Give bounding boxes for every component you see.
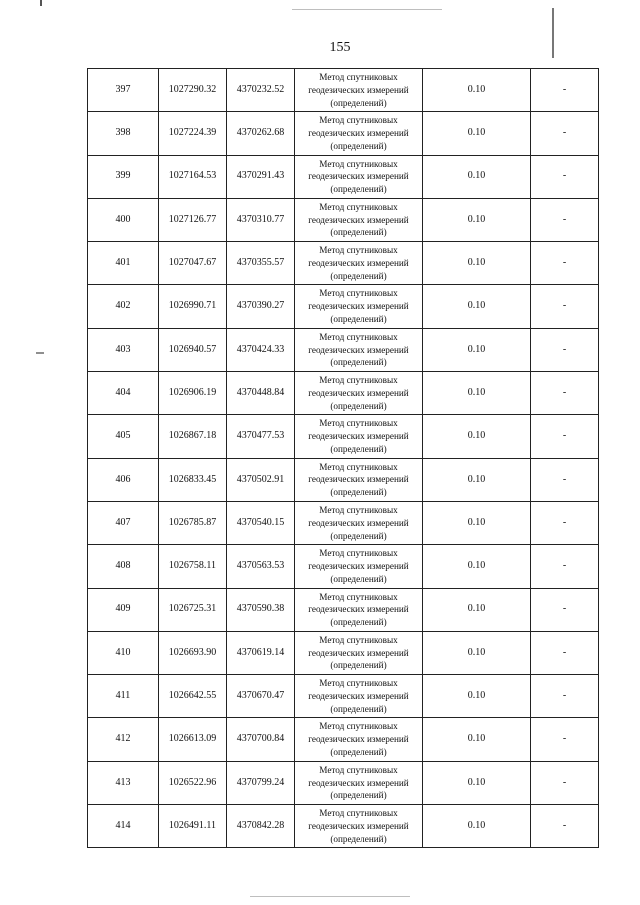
y-coordinate-cell: 4370310.77: [227, 198, 295, 241]
y-coordinate-cell: 4370448.84: [227, 372, 295, 415]
x-coordinate-cell: 1026613.09: [159, 718, 227, 761]
table-row: [88, 285, 599, 328]
x-coordinate-cell: 1026758.11: [159, 545, 227, 588]
accuracy-cell: 0.10: [423, 588, 531, 631]
point-number-cell: 401: [88, 242, 159, 285]
method-cell: Метод спутниковых геодезических измерений (определений): [295, 805, 423, 848]
y-coordinate-cell: 4370619.14: [227, 631, 295, 674]
point-number-cell: 402: [88, 285, 159, 328]
x-coordinate-cell: 1026785.87: [159, 501, 227, 544]
point-number-cell: 411: [88, 675, 159, 718]
x-coordinate-cell: 1026522.96: [159, 761, 227, 804]
note-cell: -: [531, 458, 599, 501]
point-number-cell: 405: [88, 415, 159, 458]
scan-edge-line-left: [40, 0, 42, 6]
point-number-cell: 414: [88, 805, 159, 848]
point-number-cell: 413: [88, 761, 159, 804]
note-cell: -: [531, 155, 599, 198]
table-row: [88, 501, 599, 544]
accuracy-cell: 0.10: [423, 545, 531, 588]
y-coordinate-cell: 4370563.53: [227, 545, 295, 588]
method-cell: Метод спутниковых геодезических измерений (определений): [295, 328, 423, 371]
note-cell: -: [531, 328, 599, 371]
scan-noise-top: [292, 9, 442, 10]
table-row: [88, 588, 599, 631]
accuracy-cell: 0.10: [423, 805, 531, 848]
note-cell: -: [531, 69, 599, 112]
accuracy-cell: 0.10: [423, 415, 531, 458]
note-cell: -: [531, 718, 599, 761]
accuracy-cell: 0.10: [423, 718, 531, 761]
y-coordinate-cell: 4370502.91: [227, 458, 295, 501]
point-number-cell: 412: [88, 718, 159, 761]
table-row: [88, 155, 599, 198]
x-coordinate-cell: 1027290.32: [159, 69, 227, 112]
table-row: [88, 545, 599, 588]
note-cell: -: [531, 198, 599, 241]
note-cell: -: [531, 501, 599, 544]
table-row: [88, 761, 599, 804]
x-coordinate-cell: 1027047.67: [159, 242, 227, 285]
y-coordinate-cell: 4370540.15: [227, 501, 295, 544]
method-cell: Метод спутниковых геодезических измерений (определений): [295, 501, 423, 544]
accuracy-cell: 0.10: [423, 155, 531, 198]
y-coordinate-cell: 4370477.53: [227, 415, 295, 458]
note-cell: -: [531, 372, 599, 415]
note-cell: -: [531, 415, 599, 458]
note-cell: -: [531, 285, 599, 328]
y-coordinate-cell: 4370232.52: [227, 69, 295, 112]
table-row: [88, 242, 599, 285]
accuracy-cell: 0.10: [423, 69, 531, 112]
table-row: [88, 718, 599, 761]
note-cell: -: [531, 242, 599, 285]
method-cell: Метод спутниковых геодезических измерений (определений): [295, 69, 423, 112]
table-row: [88, 69, 599, 112]
y-coordinate-cell: 4370670.47: [227, 675, 295, 718]
y-coordinate-cell: 4370590.38: [227, 588, 295, 631]
note-cell: -: [531, 675, 599, 718]
y-coordinate-cell: 4370700.84: [227, 718, 295, 761]
point-number-cell: 398: [88, 112, 159, 155]
point-number-cell: 406: [88, 458, 159, 501]
note-cell: -: [531, 112, 599, 155]
note-cell: -: [531, 761, 599, 804]
point-number-cell: 410: [88, 631, 159, 674]
table-row: [88, 112, 599, 155]
accuracy-cell: 0.10: [423, 372, 531, 415]
point-number-cell: 397: [88, 69, 159, 112]
y-coordinate-cell: 4370424.33: [227, 328, 295, 371]
table-row: [88, 805, 599, 848]
table-row: [88, 328, 599, 371]
x-coordinate-cell: 1027224.39: [159, 112, 227, 155]
accuracy-cell: 0.10: [423, 501, 531, 544]
scan-noise-left: [36, 352, 44, 354]
accuracy-cell: 0.10: [423, 242, 531, 285]
x-coordinate-cell: 1026906.19: [159, 372, 227, 415]
x-coordinate-cell: 1027164.53: [159, 155, 227, 198]
method-cell: Метод спутниковых геодезических измерений (определений): [295, 675, 423, 718]
y-coordinate-cell: 4370262.68: [227, 112, 295, 155]
point-number-cell: 407: [88, 501, 159, 544]
note-cell: -: [531, 805, 599, 848]
x-coordinate-cell: 1026725.31: [159, 588, 227, 631]
page-number: 155: [329, 40, 351, 55]
x-coordinate-cell: 1026491.11: [159, 805, 227, 848]
method-cell: Метод спутниковых геодезических измерений (определений): [295, 588, 423, 631]
table-row: [88, 372, 599, 415]
scan-noise-bottom: [250, 896, 410, 897]
accuracy-cell: 0.10: [423, 458, 531, 501]
accuracy-cell: 0.10: [423, 112, 531, 155]
method-cell: Метод спутниковых геодезических измерений (определений): [295, 718, 423, 761]
table-row: [88, 458, 599, 501]
accuracy-cell: 0.10: [423, 675, 531, 718]
note-cell: -: [531, 545, 599, 588]
point-number-cell: 403: [88, 328, 159, 371]
accuracy-cell: 0.10: [423, 285, 531, 328]
accuracy-cell: 0.10: [423, 761, 531, 804]
point-number-cell: 399: [88, 155, 159, 198]
x-coordinate-cell: 1026693.90: [159, 631, 227, 674]
point-number-cell: 408: [88, 545, 159, 588]
x-coordinate-cell: 1026867.18: [159, 415, 227, 458]
method-cell: Метод спутниковых геодезических измерений (определений): [295, 155, 423, 198]
point-number-cell: 409: [88, 588, 159, 631]
x-coordinate-cell: 1026990.71: [159, 285, 227, 328]
method-cell: Метод спутниковых геодезических измерений (определений): [295, 458, 423, 501]
point-number-cell: 400: [88, 198, 159, 241]
method-cell: Метод спутниковых геодезических измерений (определений): [295, 242, 423, 285]
accuracy-cell: 0.10: [423, 328, 531, 371]
accuracy-cell: 0.10: [423, 198, 531, 241]
y-coordinate-cell: 4370291.43: [227, 155, 295, 198]
y-coordinate-cell: 4370355.57: [227, 242, 295, 285]
method-cell: Метод спутниковых геодезических измерений (определений): [295, 415, 423, 458]
method-cell: Метод спутниковых геодезических измерений (определений): [295, 112, 423, 155]
method-cell: Метод спутниковых геодезических измерений (определений): [295, 545, 423, 588]
point-number-cell: 404: [88, 372, 159, 415]
method-cell: Метод спутниковых геодезических измерений (определений): [295, 761, 423, 804]
table-body: [88, 69, 599, 848]
method-cell: Метод спутниковых геодезических измерений (определений): [295, 198, 423, 241]
y-coordinate-cell: 4370390.27: [227, 285, 295, 328]
method-cell: Метод спутниковых геодезических измерений (определений): [295, 285, 423, 328]
coordinates-table: [87, 68, 598, 848]
table-row: [88, 675, 599, 718]
accuracy-cell: 0.10: [423, 631, 531, 674]
y-coordinate-cell: 4370799.24: [227, 761, 295, 804]
x-coordinate-cell: 1026642.55: [159, 675, 227, 718]
method-cell: Метод спутниковых геодезических измерений (определений): [295, 631, 423, 674]
method-cell: Метод спутниковых геодезических измерений (определений): [295, 372, 423, 415]
x-coordinate-cell: 1026833.45: [159, 458, 227, 501]
table-row: [88, 631, 599, 674]
table-row: [88, 198, 599, 241]
table-row: [88, 415, 599, 458]
y-coordinate-cell: 4370842.28: [227, 805, 295, 848]
note-cell: -: [531, 631, 599, 674]
note-cell: -: [531, 588, 599, 631]
x-coordinate-cell: 1027126.77: [159, 198, 227, 241]
x-coordinate-cell: 1026940.57: [159, 328, 227, 371]
